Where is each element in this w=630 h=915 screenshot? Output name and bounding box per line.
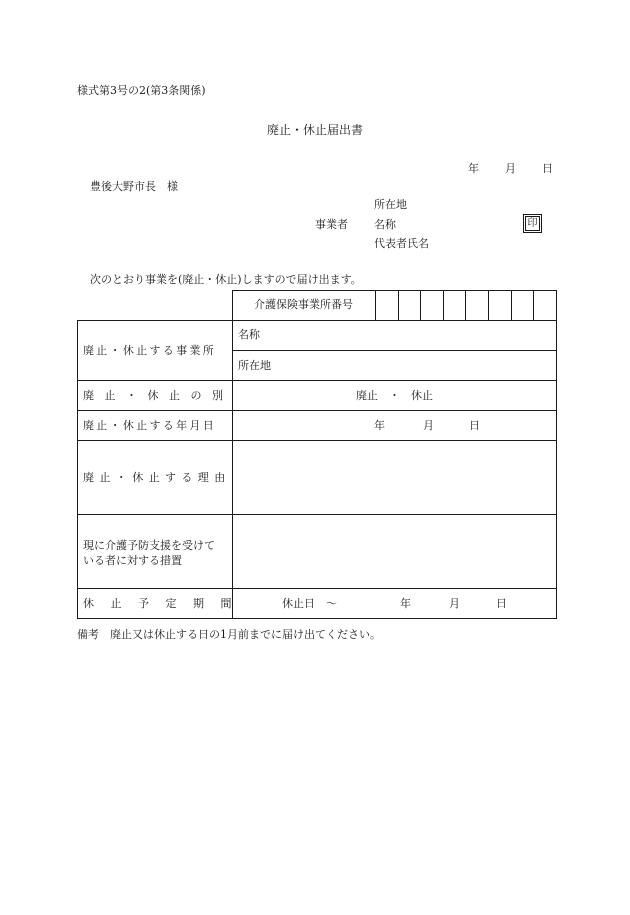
office-number-label: 介護保険事業所番号 [254, 298, 353, 311]
period-label: 休止予定期間 [83, 597, 248, 610]
operator-address-label: 所在地 [374, 198, 407, 211]
office-label: 廃止・休止する事業所 [83, 344, 216, 357]
operator-representative-label: 代表者氏名 [374, 237, 429, 250]
measures-label-line2: いる者に対する措置 [83, 554, 182, 567]
operator-name-label: 名称 [374, 218, 396, 231]
footnote: 備考 廃止又は休止する日の1月前までに届け出てください。 [77, 628, 381, 641]
type-value: 廃止 ・ 休止 [356, 389, 433, 402]
date-label: 廃止・休止する年月日 [83, 419, 216, 432]
office-address-label: 所在地 [238, 359, 271, 372]
period-prefix: 休止日 ～ [282, 597, 337, 610]
period-day-label: 日 [496, 597, 507, 610]
intro-text: 次のとおり事業を(廃止・休止)しますので届け出ます。 [90, 273, 362, 286]
date-year-label: 年 [468, 162, 479, 175]
stop-month-label: 月 [423, 419, 434, 432]
type-label: 廃止・休止の別 [83, 389, 234, 402]
submission-date [468, 163, 553, 174]
period-year-label: 年 [400, 597, 411, 610]
stop-day-label: 日 [469, 419, 480, 432]
measures-label-line1: 現に介護予防支援を受けて [83, 539, 215, 552]
stop-year-label: 年 [374, 419, 385, 432]
document-title: 廃止・休止届出書 [266, 123, 363, 137]
date-day-label: 日 [542, 162, 553, 175]
date-month-label: 月 [505, 162, 516, 175]
seal-mark: 印 [525, 216, 540, 231]
form-number: 様式第3号の2(第3条関係) [77, 84, 206, 97]
office-name-label: 名称 [238, 328, 260, 341]
reason-label: 廃止・休止する理由 [83, 471, 231, 484]
operator-label: 事業者 [315, 218, 348, 231]
addressee: 豊後大野市長 様 [90, 180, 178, 193]
period-month-label: 月 [449, 597, 460, 610]
